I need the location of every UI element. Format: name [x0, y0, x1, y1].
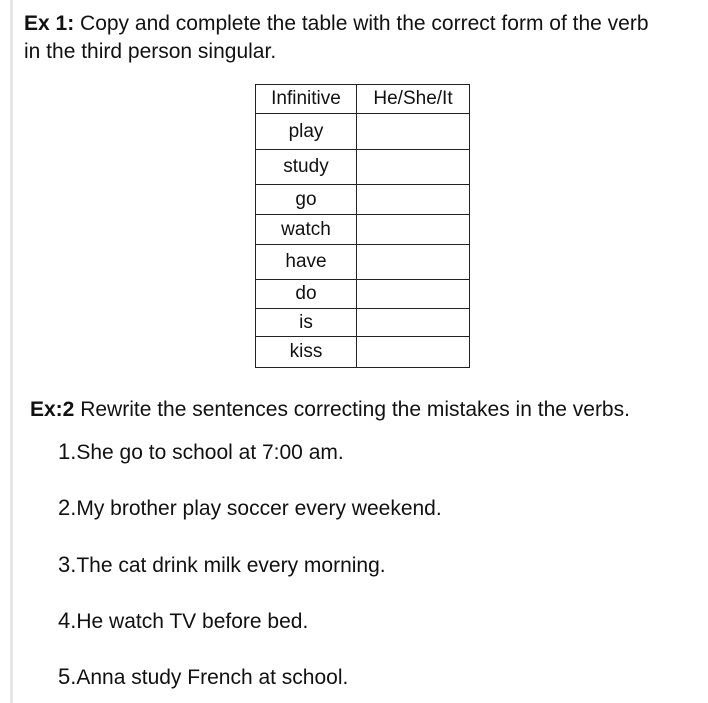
answer-cell[interactable] [357, 309, 470, 337]
infinitive-cell: kiss [256, 337, 357, 368]
exercise-2-label: Ex:2 [30, 398, 75, 421]
answer-cell[interactable] [357, 114, 470, 150]
table-row [256, 280, 470, 309]
answer-cell[interactable] [357, 215, 470, 245]
exercise-1-text-line2: in the third person singular. [24, 40, 277, 63]
sentence-text: Anna study French at school. [76, 666, 349, 689]
answer-cell[interactable] [357, 150, 470, 185]
table-row [256, 245, 470, 280]
answer-cell[interactable] [357, 337, 470, 368]
header-he-she-it: He/She/It [357, 85, 470, 114]
sentence-item [58, 438, 344, 467]
infinitive-cell: go [256, 185, 357, 215]
exercise-2-instructions [30, 396, 630, 424]
table-row [256, 337, 470, 368]
sentence-item [58, 494, 442, 523]
sentence-number: 4. [58, 608, 77, 633]
sentence-item [58, 607, 308, 636]
verb-table [255, 84, 470, 368]
table-row [256, 309, 470, 337]
exercise-2-text: Rewrite the sentences correcting the mistakes in the verbs. [74, 398, 630, 421]
table-row [256, 150, 470, 185]
answer-cell[interactable] [357, 245, 470, 280]
sentence-text: My brother play soccer every weekend. [76, 497, 442, 520]
answer-cell[interactable] [357, 185, 470, 215]
sentence-number: 1. [58, 439, 77, 464]
table-row [256, 185, 470, 215]
table-row [256, 114, 470, 150]
sentence-text: The cat drink milk every morning. [76, 554, 386, 577]
sentence-text: He watch TV before bed. [76, 610, 309, 633]
sentence-text: She go to school at 7:00 am. [76, 441, 344, 464]
sentence-item [58, 551, 386, 580]
sentence-number: 2. [58, 495, 77, 520]
left-margin-rule [10, 0, 13, 703]
answer-cell[interactable] [357, 280, 470, 309]
infinitive-cell: do [256, 280, 357, 309]
table-header-row [256, 85, 470, 114]
infinitive-cell: study [256, 150, 357, 185]
header-infinitive: Infinitive [256, 85, 357, 114]
sentence-number: 5. [58, 664, 77, 689]
exercise-1-label: Ex 1: [24, 12, 75, 35]
infinitive-cell: have [256, 245, 357, 280]
infinitive-cell: is [256, 309, 357, 337]
exercise-1-text-line1: Copy and complete the table with the correct form of the verb [74, 12, 649, 35]
infinitive-cell: play [256, 114, 357, 150]
exercise-1-instructions [24, 10, 704, 66]
table-row [256, 215, 470, 245]
sentence-number: 3. [58, 552, 77, 577]
sentence-item [58, 663, 348, 692]
infinitive-cell: watch [256, 215, 357, 245]
